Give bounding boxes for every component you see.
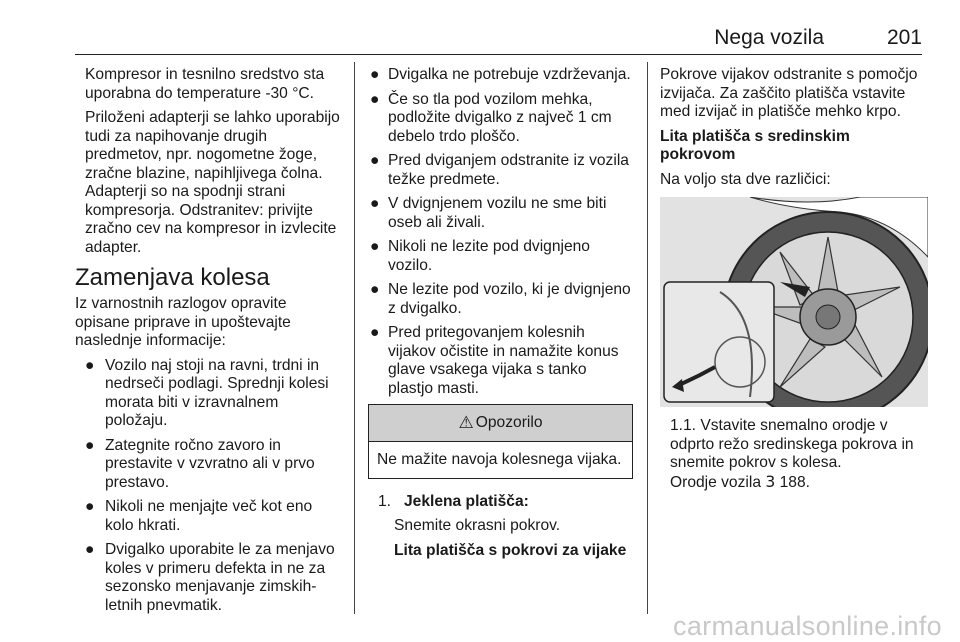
bullet-icon: ● <box>85 498 95 515</box>
step-number: 1. <box>378 492 392 510</box>
warning-header <box>369 405 632 442</box>
list-item-text: Ne lezite pod vozilo, ki je dvignjeno z dvigalko. <box>388 281 631 317</box>
bullet-icon: ● <box>370 281 380 298</box>
paragraph: Priloženi adapterji se lahko uporabijo tudi za napihovanje drugih predmetov, npr. nogometne žoge, zračne blazine, napihljivega čolna. Adapterji so na spodnji strani kompresorja. Odstranitev: privijte zračno cev na kompresor in izvlecite adapter. <box>85 109 340 256</box>
list-item-text: Nikoli ne menjajte več kot eno kolo hkrati. <box>105 498 313 534</box>
column-divider <box>647 62 648 614</box>
wheel-illustration-svg <box>660 197 928 407</box>
paragraph: Iz varnostnih razlogov opravite opisane priprave in upoštevajte naslednje informacije: <box>75 295 291 349</box>
list-item <box>368 238 633 275</box>
warning-box <box>368 404 633 479</box>
bullet-icon: ● <box>85 436 95 454</box>
subheading: Lita platišča s sredinskim pokrovom <box>660 127 850 163</box>
list-item <box>368 324 633 398</box>
step-text: Snemite okrasni pokrov. <box>394 517 561 534</box>
list-item-text: Pred dviganjem odstranite iz vozila težke predmete. <box>388 152 629 188</box>
list-item <box>368 281 633 318</box>
bullet-icon: ● <box>85 356 95 374</box>
paragraph: Kompresor in tesnilno sredstvo sta uporabna do temperature -30 °C. <box>85 66 325 102</box>
reference <box>660 473 928 493</box>
warning-title: Opozorilo <box>475 413 543 431</box>
reference-arrow-icon[interactable]: 3 <box>765 472 776 491</box>
list-item <box>368 66 633 85</box>
page-header <box>75 22 922 55</box>
bullet-icon: ● <box>370 238 380 255</box>
bullet-list <box>368 66 633 398</box>
paragraph: Pokrove vijakov odstranite s pomočjo izvijača. Za zaščito platišča vstavite med izvijač in platišče mehko krpo. <box>660 66 918 120</box>
column-2 <box>368 66 633 566</box>
list-item <box>75 498 343 535</box>
list-item-text: Zategnite ročno zavoro in prestavite v vzvratno ali v prvo prestavo. <box>105 436 315 491</box>
step-item <box>368 493 633 512</box>
list-item <box>368 152 633 189</box>
section-heading: Zamenjava kolesa <box>75 264 270 291</box>
list-item-text: Nikoli ne lezite pod dvignjeno vozilo. <box>388 238 590 274</box>
bullet-icon: ● <box>370 90 380 108</box>
bullet-icon: ● <box>370 152 380 169</box>
list-item <box>75 357 343 431</box>
page-number: 201 <box>886 26 922 49</box>
step-subheading: Lita platišča s pokrovi za vijake <box>394 541 627 559</box>
section-title: Nega vozila <box>714 26 824 49</box>
bullet-icon: ● <box>85 541 95 558</box>
list-item <box>75 541 343 615</box>
list-item-text: Če so tla pod vozilom mehka, podložite dvigalko z največ 1 cm debelo trdo ploščo. <box>388 90 612 145</box>
list-item-text: Vozilo naj stoji na ravni, trdni in nedrseči podlagi. Sprednji kolesi morata biti v izravnalnem položaju. <box>105 356 329 429</box>
warning-text: Ne mažite navoja kolesnega vijaka. <box>377 451 622 468</box>
reference-page-link[interactable]: 188. <box>779 473 810 491</box>
bullet-list <box>75 357 343 616</box>
step-text: 1.1. Vstavite snemalno orodje v odprto režo sredinskega pokrova in snemite pokrov s kolesa. <box>670 417 914 471</box>
list-item <box>368 91 633 147</box>
reference-prefix: Orodje vozila <box>670 473 762 491</box>
column-1 <box>75 66 343 621</box>
bullet-icon: ● <box>370 195 380 212</box>
list-item <box>368 195 633 232</box>
bullet-icon: ● <box>370 324 380 341</box>
list-item-text: V dvignjenem vozilu ne sme biti oseb ali živali. <box>388 195 607 231</box>
list-item-text: Pred pritegovanjem kolesnih vijakov očistite in namažite konus glave vsakega vijaka s tanko plastjo masti. <box>388 324 619 397</box>
step-title: Jeklena platišča: <box>404 492 529 510</box>
paragraph: Na voljo sta dve različici: <box>660 170 831 188</box>
column-divider <box>354 62 355 614</box>
warning-triangle-icon: ⚠ <box>458 412 474 432</box>
list-item-text: Dvigalka ne potrebuje vzdrževanja. <box>388 66 631 83</box>
watermark: carmanualsonline.info <box>673 611 942 641</box>
bullet-icon: ● <box>370 66 380 83</box>
list-item-text: Dvigalko uporabite le za menjavo koles v primeru defekta in ne za sezonsko menjavanje zimskih-letnih pnevmatik. <box>105 541 335 614</box>
list-item <box>75 437 343 493</box>
column-3 <box>660 66 928 498</box>
wheel-cover-illustration <box>660 197 928 407</box>
